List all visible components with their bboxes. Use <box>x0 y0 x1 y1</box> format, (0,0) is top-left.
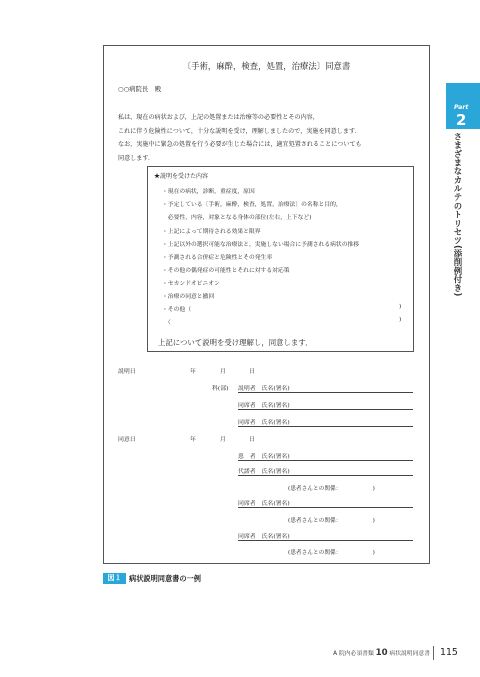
figure-caption: 病状説明同意書の一例 <box>129 574 201 583</box>
witness-signature-label: 同席者 氏名(署名) <box>238 534 290 540</box>
day-label: 日 <box>249 437 255 443</box>
witness-signature-line[interactable] <box>238 409 413 410</box>
consent-date-label: 同意日 <box>118 437 136 443</box>
figure-badge: 図１ <box>103 573 126 584</box>
explanation-item: ・治療の同意と撤回 <box>162 294 215 300</box>
explanation-item: ・予定している〔手術，麻酔，検査，処置，治療法〕の名称と目的， <box>162 202 342 208</box>
intro-line: これに伴う危険性について，十分な説明を受け，理解しましたので，実施を同意します． <box>118 127 361 135</box>
patient-signature-line[interactable] <box>238 460 413 461</box>
footer-prefix: A 院内必須書類 <box>333 651 374 657</box>
witness-signature-label: 同席者 氏名(署名) <box>238 403 290 409</box>
month-label: 月 <box>220 437 226 443</box>
patient-signature-label: 患 者 氏名(署名) <box>238 454 290 460</box>
footer-divider <box>433 646 434 660</box>
explainer-signature-label: 説明者 氏名(署名) <box>238 386 290 392</box>
month-label: 月 <box>220 369 226 375</box>
explanation-item: ・その他（ <box>162 307 191 313</box>
explanation-date-label: 説明日 <box>118 369 136 375</box>
explanation-item: ・現在の病状，診断，重症度，原因 <box>162 189 255 195</box>
year-label: 年 <box>190 437 196 443</box>
explanation-item: ・上記によって期待される効果と限界 <box>162 229 261 235</box>
addressee: ○○病院長 殿 <box>118 85 162 93</box>
intro-line: 同意します． <box>118 154 155 162</box>
intro-line: なお，実施中に緊急の処置を行う必要が生じた場合には，適宜処置されることについても <box>118 141 362 148</box>
paren-close: ) <box>399 317 402 323</box>
side-title: さまざまなカルテのトリセツ(添削例付き) <box>453 132 463 297</box>
explainer-signature-line[interactable] <box>238 392 413 393</box>
running-footer <box>280 648 430 658</box>
explanation-item: ・その他の偶発症の可能性とそれに対する対応策 <box>162 268 290 274</box>
explanation-item: ・セカンドオピニオン <box>162 281 220 287</box>
relationship-field[interactable]: (患者さんとの関係： ) <box>288 486 375 492</box>
page-number: 115 <box>440 647 458 658</box>
intro-paragraph <box>118 111 418 165</box>
explanation-item: （ <box>162 320 171 326</box>
witness-signature-line[interactable] <box>238 507 413 508</box>
explanation-item: ・上記以外の選択可能な治療法と，実施しない場合に予測される病状の推移 <box>162 242 360 248</box>
footer-chapter-number: 10 <box>375 648 388 658</box>
explanation-item: 必要性，内容，対象となる身体の部位(左右，上下など) <box>162 215 312 221</box>
part-number: 2 <box>456 111 467 129</box>
witness-signature-label: 同席者 氏名(署名) <box>238 501 290 507</box>
part-label: Part <box>454 104 469 111</box>
department-label: 科(部) <box>212 386 229 392</box>
witness-signature-label: 同席者 氏名(署名) <box>238 420 290 426</box>
footer-chapter-title: 病状説明同意書 <box>389 651 430 657</box>
explanation-heading: ★説明を受けた内容 <box>154 173 209 180</box>
relationship-field[interactable]: (患者さんとの関係： ) <box>288 550 375 556</box>
day-label: 日 <box>249 369 255 375</box>
intro-line: 私は，現在の病状および，上記の処置または治療等の必要性とその内容， <box>118 114 319 121</box>
agreement-statement: 上記について説明を受け理解し，同意します． <box>158 338 313 347</box>
year-label: 年 <box>190 369 196 375</box>
relationship-field[interactable]: (患者さんとの関係： ) <box>288 518 375 524</box>
witness-signature-line[interactable] <box>238 426 413 427</box>
proxy-signature-label: 代諾者 氏名(署名) <box>238 469 290 475</box>
paren-close: ) <box>399 304 402 310</box>
form-title: 〔手術，麻酔，検査，処置，治療法〕同意書 <box>182 61 351 71</box>
explanation-item: ・予測される合併症と危険性とその発生率 <box>162 255 273 261</box>
witness-signature-line[interactable] <box>238 540 413 541</box>
proxy-signature-line[interactable] <box>238 475 413 476</box>
